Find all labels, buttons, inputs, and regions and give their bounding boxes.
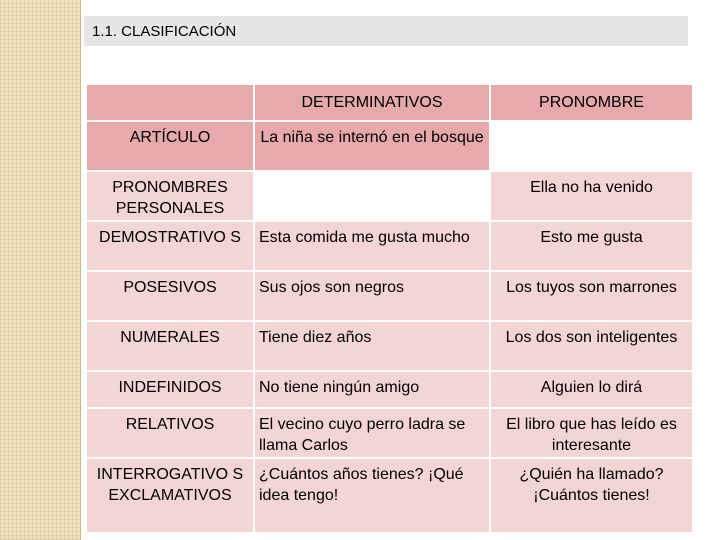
decorative-side-strip (0, 0, 81, 540)
table-row (86, 408, 693, 458)
header-determinativos: DETERMINATIVOS (254, 84, 490, 121)
row-label: RELATIVOS (86, 408, 254, 458)
header-pronombre: PRONOMBRE (490, 84, 693, 121)
determinativo-example: Esta comida me gusta mucho (254, 221, 490, 271)
determinativo-example: El vecino cuyo perro ladra se llama Carlos (254, 408, 490, 458)
header-corner-cell (86, 84, 254, 121)
pronombre-example: Los dos son inteligentes (490, 321, 693, 371)
table-row (86, 458, 693, 533)
table-row (86, 271, 693, 321)
pronombre-example: El libro que has leído es interesante (490, 408, 693, 458)
row-label: POSESIVOS (86, 271, 254, 321)
determinativo-example (254, 171, 490, 221)
pronombre-example: Los tuyos son marrones (490, 271, 693, 321)
pronombre-example (490, 121, 693, 171)
table-row (86, 321, 693, 371)
header-row (86, 84, 693, 121)
page-title: 1.1. CLASIFICACIÓN (92, 23, 237, 40)
determinativo-example: ¿Cuántos años tienes? ¡Qué idea tengo! (254, 458, 490, 533)
row-label: NUMERALES (86, 321, 254, 371)
table-row (86, 121, 693, 171)
row-label: ARTÍCULO (86, 121, 254, 171)
pronombre-example: ¿Quién ha llamado? ¡Cuántos tienes! (490, 458, 693, 533)
pronombre-example: Alguien lo dirá (490, 371, 693, 408)
determinativo-example: Tiene diez años (254, 321, 490, 371)
table-row (86, 171, 693, 221)
row-label: INTERROGATIVO S EXCLAMATIVOS (86, 458, 254, 533)
table-row (86, 221, 693, 271)
determinativo-example: No tiene ningún amigo (254, 371, 490, 408)
determinativo-example: La niña se internó en el bosque (254, 121, 490, 171)
determinativo-example: Sus ojos son negros (254, 271, 490, 321)
pronombre-example: Ella no ha venido (490, 171, 693, 221)
pronombre-example: Esto me gusta (490, 221, 693, 271)
row-label: DEMOSTRATIVO S (86, 221, 254, 271)
table-row (86, 371, 693, 408)
row-label: PRONOMBRES PERSONALES (86, 171, 254, 221)
classification-table (85, 83, 694, 534)
row-label: INDEFINIDOS (86, 371, 254, 408)
title-bar (84, 16, 688, 46)
